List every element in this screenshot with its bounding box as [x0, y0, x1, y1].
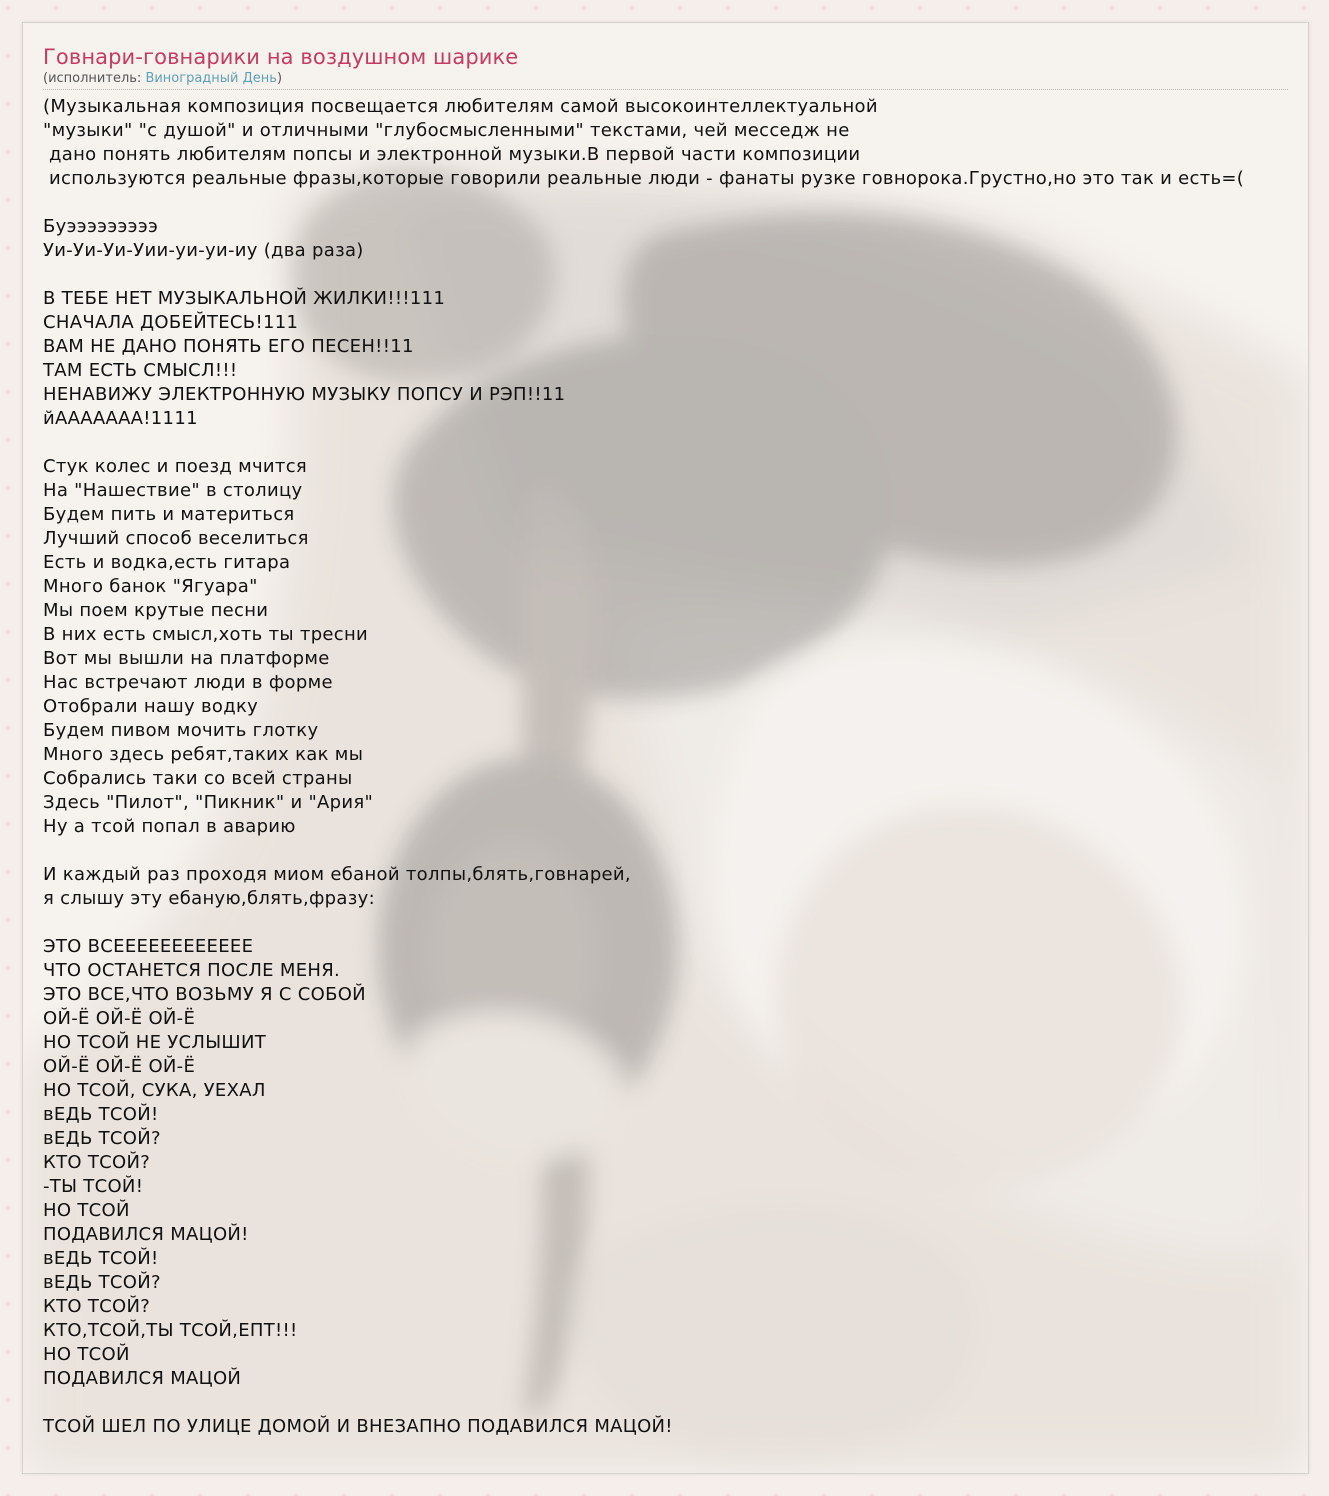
performer-suffix: )	[276, 71, 283, 86]
lyrics-text: (Музыкальная композиция посвещается любителям самой высокоинтеллектуальной "музыки" "с душой" и отличными "глубосмысленными" текстами, чей месседж не дано понять любителям попсы и электронной музыки.В первой части композиции используются реальные фразы,которые говорили реальные люди - фанаты рузке говнорока.Грустно,но это так и есть=( Буэээээээээ Уи-Уи-Уи-Уии-уи-уи-иу (два раза) В ТЕБЕ НЕТ МУЗЫКАЛЬНОЙ ЖИЛКИ!!!111 СНАЧАЛА ДОБЕЙТЕСЬ!111 ВАМ НЕ ДАНО ПОНЯТЬ ЕГО ПЕСЕН!!11 ТАМ ЕСТЬ СМЫСЛ!!! НЕНАВИЖУ ЭЛЕКТРОННУЮ МУЗЫКУ ПОПСУ И РЭП!!11 йААААААА!1111 Стук колес и поезд мчится На "Нашествие" в столицу Будем пить и материться Лучший способ веселиться Есть и водка,есть гитара Много банок "Ягуара" Мы поем крутые песни В них есть смысл,хоть ты тресни Вот мы вышли на платформе Нас встречают люди в форме Отобрали нашу водку Будем пивом мочить глотку Много здесь ребят,таких как мы Собрались таки со всей страны Здесь "Пилот", "Пикник" и "Ария" Ну а тсой попал в аварию И каждый раз проходя миом ебаной толпы,блять,говнарей, я слышу эту ебаную,блять,фразу: ЭТО ВСЕЕЕЕЕЕЕЕЕЕЕЕ ЧТО ОСТАНЕТСЯ ПОСЛЕ МЕНЯ. ЭТО ВСЕ,ЧТО ВОЗЬМУ Я С СОБОЙ ОЙ-Ё ОЙ-Ё ОЙ-Ё НО ТСОЙ НЕ УСЛЫШИТ ОЙ-Ё ОЙ-Ё ОЙ-Ё НО ТСОЙ, СУКА, УЕХАЛ вЕДЬ ТСОЙ! вЕДЬ ТСОЙ? КТО ТСОЙ? -ТЫ ТСОЙ! НО ТСОЙ ПОДАВИЛСЯ МАЦОЙ! вЕДЬ ТСОЙ! вЕДЬ ТСОЙ? КТО ТСОЙ? КТО,ТСОЙ,ТЫ ТСОЙ,ЕПТ!!! НО ТСОЙ ПОДАВИЛСЯ МАЦОЙ ТСОЙ ШЕЛ ПО УЛИЦЕ ДОМОЙ И ВНЕЗАПНО ПОДАВИЛСЯ МАЦОЙ!	[43, 96, 1245, 1437]
dotted-separator	[43, 89, 1288, 90]
song-content	[23, 23, 1308, 1439]
performer-line	[43, 70, 1308, 87]
performer-link[interactable]: Виноградный День	[145, 71, 277, 86]
content-panel	[22, 22, 1309, 1474]
song-title: Говнари-говнарики на воздушном шарике	[43, 45, 519, 69]
performer-prefix: (исполнитель:	[43, 71, 146, 86]
